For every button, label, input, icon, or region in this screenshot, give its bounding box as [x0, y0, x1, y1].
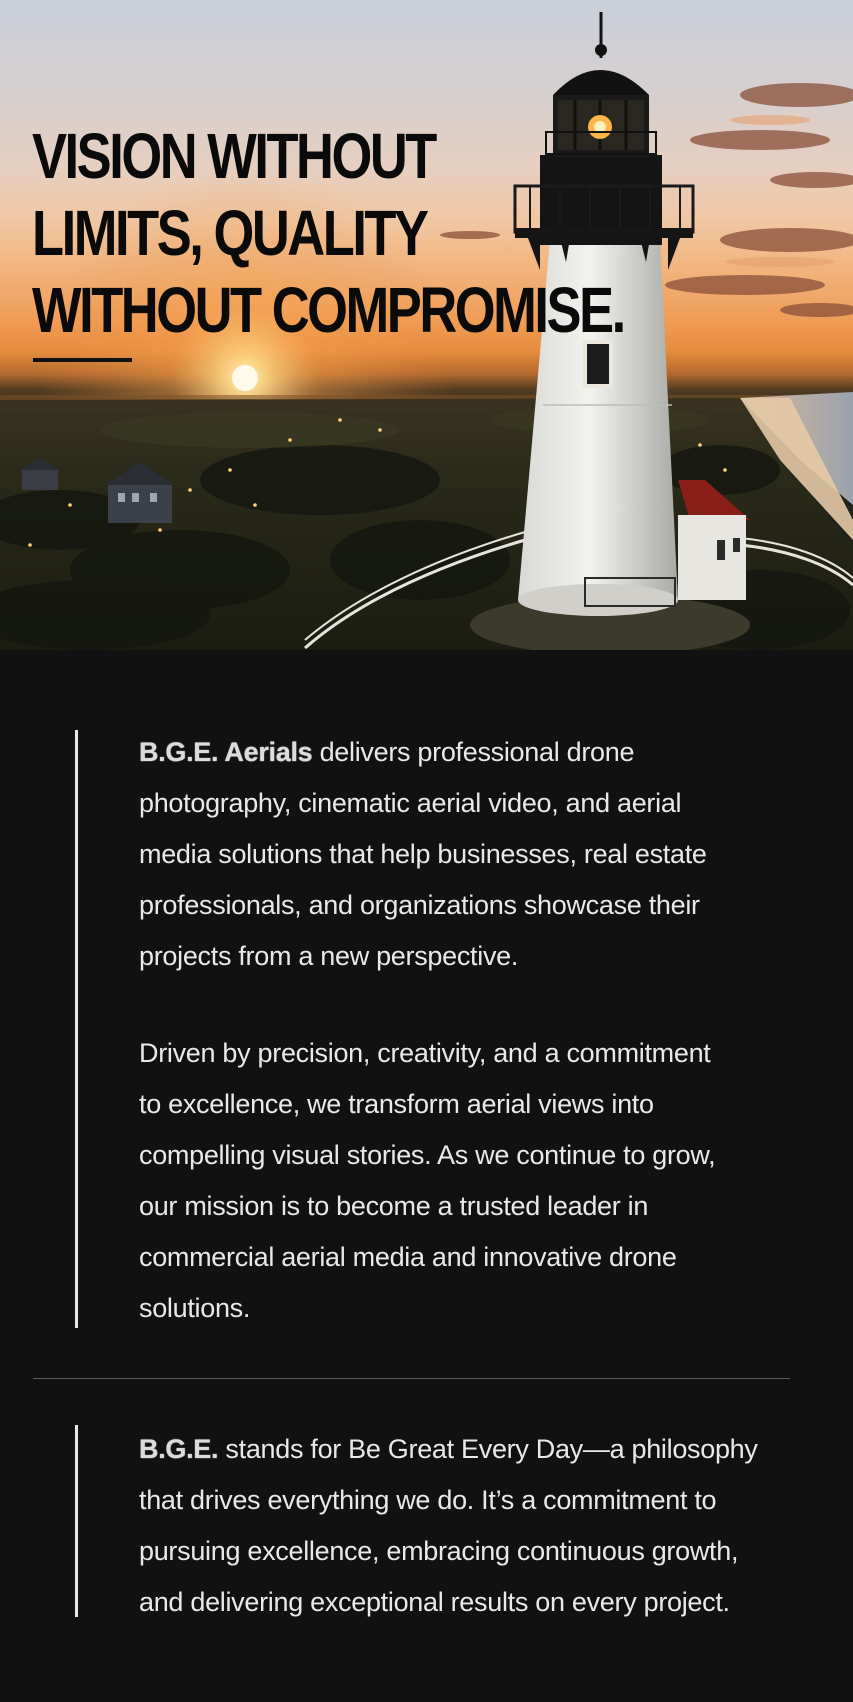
- paragraph-line: compelling visual stories. As we continue to grow,: [139, 1140, 716, 1170]
- hero-banner: [0, 0, 853, 650]
- about-paragraph-2: [139, 1028, 779, 1334]
- paragraph-line: projects from a new perspective.: [139, 941, 519, 971]
- paragraph-line: commercial aerial media and innovative drone: [139, 1242, 677, 1272]
- brand-name: B.G.E. Aerials: [139, 737, 313, 767]
- paragraph-line: and delivering exceptional results on every project.: [139, 1587, 730, 1617]
- headline-underline: [33, 358, 132, 362]
- headline-line: WITHOUT COMPROMISE.: [32, 274, 624, 346]
- paragraph-line: solutions.: [139, 1293, 251, 1323]
- paragraph-line: our mission is to become a trusted leader in: [139, 1191, 649, 1221]
- paragraph-line: B.G.E. Aerials delivers professional drone: [139, 737, 635, 767]
- paragraph-line: to excellence, we transform aerial views into: [139, 1089, 654, 1119]
- paragraph-line: media solutions that help businesses, real estate: [139, 839, 707, 869]
- paragraph-line: professionals, and organizations showcase their: [139, 890, 700, 920]
- paragraph-line: B.G.E. stands for Be Great Every Day—a philosophy: [139, 1434, 758, 1464]
- paragraph-line: pursuing excellence, embracing continuous growth,: [139, 1536, 739, 1566]
- paragraph-line: that drives everything we do. It’s a commitment to: [139, 1485, 717, 1515]
- meaning-paragraph: [139, 1424, 779, 1628]
- headline-line: VISION WITHOUT: [32, 120, 435, 192]
- paragraph-line: Driven by precision, creativity, and a commitment: [139, 1038, 711, 1068]
- brand-acronym: B.G.E.: [139, 1434, 219, 1464]
- paragraph-line: photography, cinematic aerial video, and aerial: [139, 788, 682, 818]
- hero-headline: [32, 118, 624, 349]
- headline-line: LIMITS, QUALITY: [32, 197, 427, 269]
- section-divider: [33, 1378, 790, 1379]
- about-paragraph-1: [139, 727, 779, 982]
